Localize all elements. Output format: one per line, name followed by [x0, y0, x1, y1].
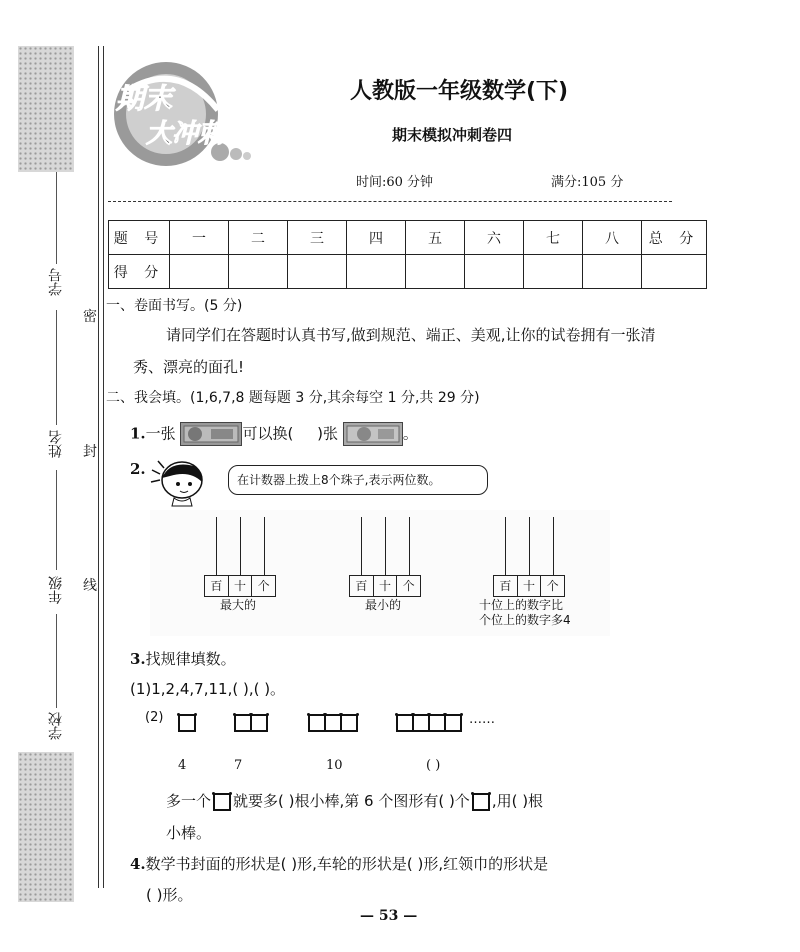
score-header-cell: 四	[347, 221, 406, 255]
score-table	[108, 220, 707, 289]
question-3-text: 找规律填数。	[145, 650, 236, 668]
stick-count-1: 4	[178, 758, 187, 773]
stick-figure-3	[308, 712, 356, 732]
score-cell[interactable]	[347, 255, 406, 289]
side-label-school: 学校	[48, 712, 64, 740]
logo	[108, 60, 258, 170]
side-line-name	[56, 310, 57, 425]
score-cell[interactable]	[288, 255, 347, 289]
binding-line-inner	[103, 46, 104, 888]
stick-figure-4	[396, 712, 460, 732]
binding-pattern-top	[18, 46, 74, 172]
score-header-cell: 七	[524, 221, 583, 255]
seal-char-mi: 密	[83, 309, 97, 325]
question-1	[130, 422, 418, 446]
girl-cartoon-icon	[150, 458, 210, 508]
score-cell[interactable]	[524, 255, 583, 289]
stick-figure-2	[234, 712, 266, 732]
question-1-text-b: 可以换(	[242, 424, 294, 443]
question-3-part-1: (1)1,2,4,7,11,( ),( )。	[130, 680, 286, 698]
score-header-cell: 一	[170, 221, 229, 255]
seal-char-feng: 封	[83, 444, 97, 460]
question-1-text-a: 一张	[145, 424, 176, 443]
side-line-grade	[56, 470, 57, 570]
exam-time: 时间:60 分钟	[356, 175, 434, 190]
abacus-1: 百 十 个	[204, 517, 276, 597]
side-line-student-id	[56, 172, 57, 264]
abacus-3-label-1: 十位上的数字比	[479, 598, 564, 612]
section-1-para-2: 秀、漂亮的面孔!	[133, 358, 245, 376]
section-1-para-1: 请同学们在答题时认真书写,做到规范、端正、美观,让你的试卷拥有一张清	[166, 326, 656, 344]
abacus-3-label-2: 个位上的数字多4	[479, 613, 571, 627]
section-1-heading: 一、卷面书写。(5 分)	[106, 298, 243, 314]
question-3	[130, 648, 236, 669]
page-title: 人教版一年级数学(下)	[350, 79, 569, 104]
page-subtitle: 期末模拟冲刺卷四	[392, 126, 513, 144]
side-label-grade: 年级	[48, 576, 64, 604]
question-1-text-d: 。	[402, 424, 418, 443]
logo-text-2: 大冲刺	[146, 119, 225, 149]
question-1-text-c: )张	[317, 424, 339, 443]
score-cell[interactable]	[406, 255, 465, 289]
seal-char-xian: 线	[83, 578, 97, 594]
section-2-heading: 二、我会填。(1,6,7,8 题每题 3 分,其余每空 1 分,共 29 分)	[106, 390, 480, 406]
question-3-number: 3.	[130, 650, 146, 668]
score-header-cell: 六	[465, 221, 524, 255]
question-3-part-2-line-1: 多一个 就要多( )根小棒,第 6 个图形有( )个 ,用( )根	[166, 792, 544, 810]
binding-line	[98, 46, 99, 888]
score-cell[interactable]	[642, 255, 707, 289]
score-header-cell: 题 号	[109, 221, 170, 255]
question-3-part-2-label: (2)	[145, 710, 164, 725]
question-2-number: 2.	[130, 460, 146, 478]
page-number: — 53 —	[360, 908, 418, 924]
divider	[108, 201, 672, 202]
score-cell[interactable]	[583, 255, 642, 289]
stick-count-3: 10	[326, 758, 343, 773]
side-label-student-id: 学号	[48, 268, 64, 296]
abacus-2: 百 十 个	[349, 517, 421, 597]
score-cell[interactable]	[170, 255, 229, 289]
stick-figure-1	[178, 712, 194, 732]
question-4-number: 4.	[130, 855, 146, 873]
question-3-part-2-line-2: 小棒。	[166, 824, 212, 842]
side-label-name: 姓名	[48, 430, 64, 458]
score-header-cell: 三	[288, 221, 347, 255]
stick-count-4: ( )	[426, 758, 441, 773]
stick-count-2: 7	[234, 758, 243, 773]
banknote-50-icon	[343, 422, 403, 446]
abacus-3: 百 十 个	[493, 517, 565, 597]
question-1-number: 1.	[130, 424, 146, 443]
logo-text-1: 期末	[116, 82, 173, 115]
side-line-school	[56, 614, 57, 708]
banknote-100-icon	[180, 422, 242, 446]
score-cell[interactable]	[465, 255, 524, 289]
score-header-cell: 八	[583, 221, 642, 255]
score-header-cell: 总 分	[642, 221, 707, 255]
score-cell[interactable]	[229, 255, 288, 289]
square-icon	[472, 793, 490, 811]
binding-pattern-bottom	[18, 752, 74, 902]
exam-full-score: 满分:105 分	[551, 175, 624, 190]
abacus-2-label: 最小的	[365, 598, 402, 612]
abacus-1-label: 最大的	[220, 598, 257, 612]
score-row-label: 得 分	[109, 255, 170, 289]
score-header-cell: 二	[229, 221, 288, 255]
score-header-cell: 五	[406, 221, 465, 255]
square-icon	[213, 793, 231, 811]
ellipsis: ……	[469, 712, 495, 727]
question-4-line-1: 4.数学书封面的形状是( )形,车轮的形状是( )形,红领巾的形状是	[130, 855, 549, 873]
speech-bubble: 在计数器上拨上8个珠子,表示两位数。	[228, 465, 488, 495]
question-4-line-2: ( )形。	[146, 886, 193, 904]
